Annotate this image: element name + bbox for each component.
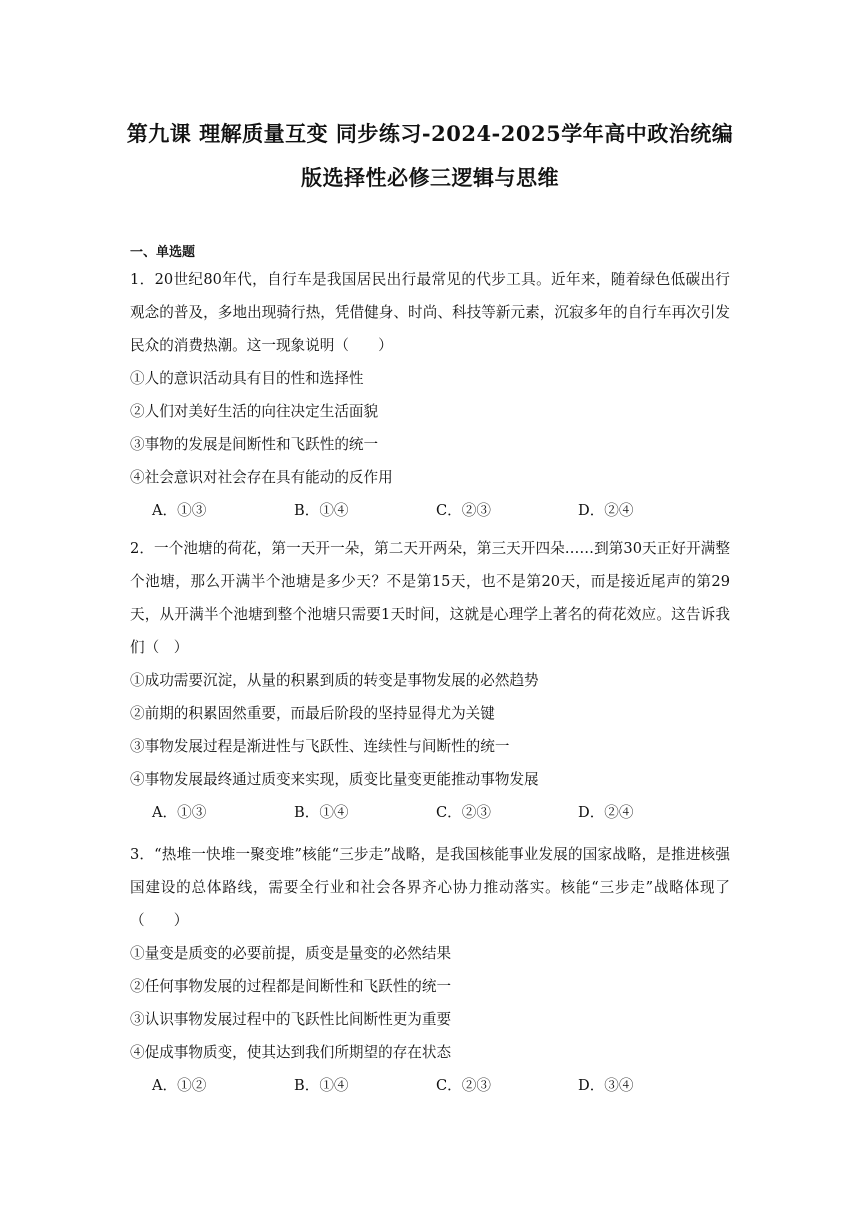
answer-options bbox=[130, 796, 730, 829]
question-stem: 3．“热堆一快堆一聚变堆”核能“三步走”战略，是我国核能事业发展的国家战略，是推进核强国建设的总体路线，需要全行业和社会各界齐心协力推动落实。核能“三步走”战略体现了（ ） bbox=[130, 846, 730, 929]
option-b: B．①④ bbox=[294, 502, 349, 519]
answer-options bbox=[130, 494, 730, 527]
option-a: A．①③ bbox=[152, 804, 207, 821]
question-stem: 2．一个池塘的荷花，第一天开一朵，第二天开两朵，第三天开四朵……到第30天正好开满整个池塘，那么开满半个池塘是多少天？不是第15天，也不是第20天，而是接近尾声的第29天，从开满半个池塘到整个池塘只需要1天时间，这就是心理学上著名的荷花效应。这告诉我们（ ） bbox=[130, 540, 730, 656]
option-a: A．①② bbox=[152, 1077, 207, 1094]
section-heading: 一、单选题 bbox=[130, 245, 196, 260]
statement-2: ②前期的积累固然重要，而最后阶段的坚持显得尤为关键 bbox=[130, 705, 495, 722]
question-3 bbox=[130, 838, 730, 1102]
question-stem: 1．20世纪80年代，自行车是我国居民出行最常见的代步工具。近年来，随着绿色低碳出行观念的普及，多地出现骑行热，凭借健身、时尚、科技等新元素，沉寂多年的自行车再次引发民众的消费热潮。这一现象说明（ ） bbox=[130, 271, 730, 354]
option-a: A．①③ bbox=[152, 502, 207, 519]
answer-options bbox=[130, 1069, 730, 1102]
statement-1: ①人的意识活动具有目的性和选择性 bbox=[130, 370, 364, 387]
question-2 bbox=[130, 532, 730, 829]
option-c: C．②③ bbox=[436, 1077, 491, 1094]
statement-2: ②人们对美好生活的向往决定生活面貌 bbox=[130, 403, 379, 420]
option-c: C．②③ bbox=[436, 804, 491, 821]
option-b: B．①④ bbox=[294, 804, 349, 821]
statement-2: ②任何事物发展的过程都是间断性和飞跃性的统一 bbox=[130, 978, 452, 995]
statement-4: ④社会意识对社会存在具有能动的反作用 bbox=[130, 469, 393, 486]
option-c: C．②③ bbox=[436, 502, 491, 519]
document-title: 第九课 理解质量互变 同步练习-2024-2025学年高中政治统编版选择性必修三逻辑与思维 bbox=[126, 121, 734, 190]
statement-1: ①成功需要沉淀，从量的积累到质的转变是事物发展的必然趋势 bbox=[130, 672, 539, 689]
statement-3: ③事物的发展是间断性和飞跃性的统一 bbox=[130, 436, 379, 453]
option-d: D．③④ bbox=[578, 1077, 634, 1094]
statement-3: ③事物发展过程是渐进性与飞跃性、连续性与间断性的统一 bbox=[130, 738, 510, 755]
statement-1: ①量变是质变的必要前提，质变是量变的必然结果 bbox=[130, 945, 452, 962]
option-d: D．②④ bbox=[578, 502, 634, 519]
statement-3: ③认识事物发展过程中的飞跃性比间断性更为重要 bbox=[130, 1011, 452, 1028]
question-1 bbox=[130, 263, 730, 527]
statement-4: ④促成事物质变，使其达到我们所期望的存在状态 bbox=[130, 1044, 452, 1061]
statement-4: ④事物发展最终通过质变来实现，质变比量变更能推动事物发展 bbox=[130, 771, 539, 788]
option-b: B．①④ bbox=[294, 1077, 349, 1094]
option-d: D．②④ bbox=[578, 804, 634, 821]
